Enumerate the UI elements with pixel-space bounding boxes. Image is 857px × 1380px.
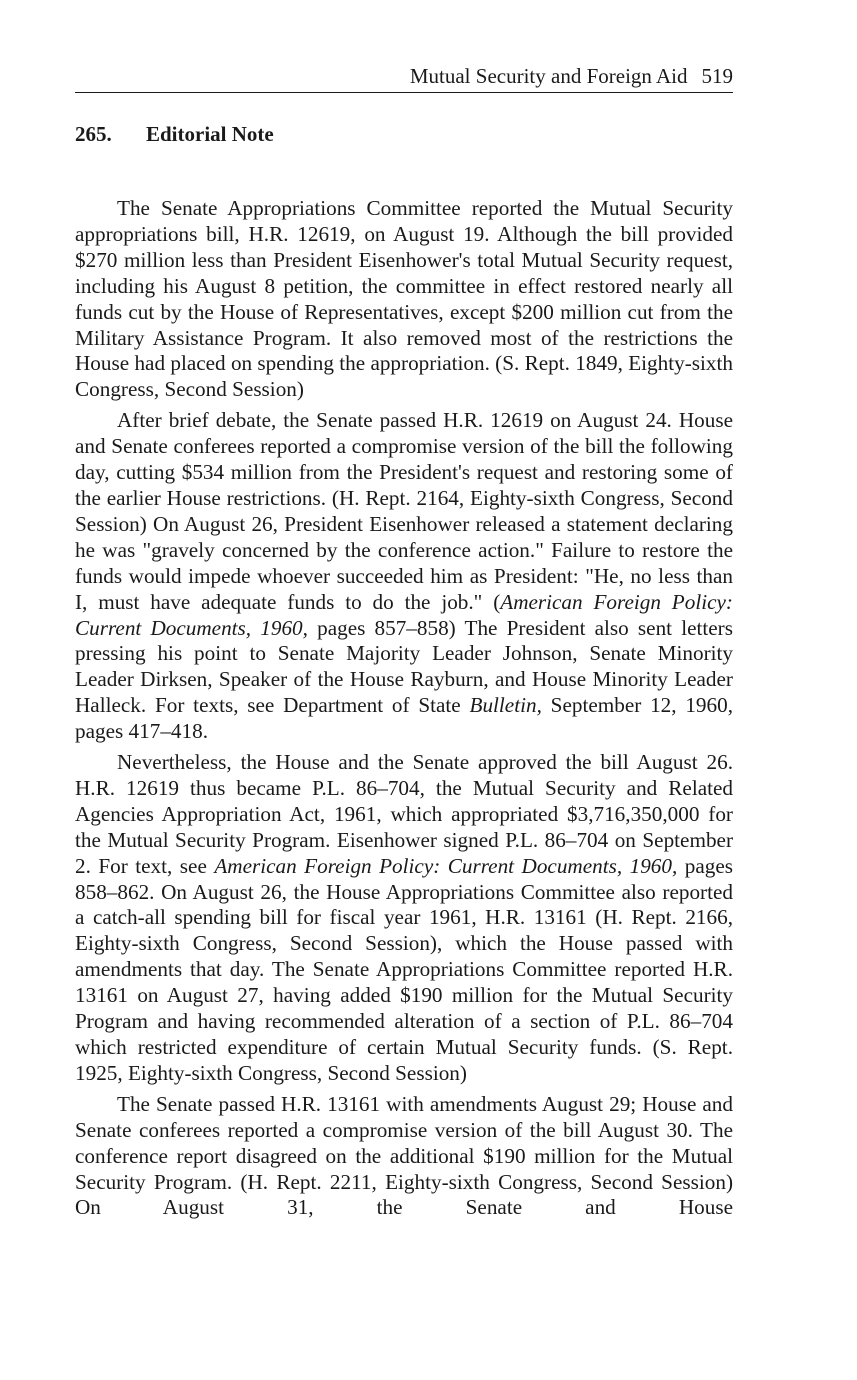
text-run: September 12, 1960, pages 417–418. <box>75 693 734 744</box>
running-head-title: Mutual Security and Foreign Aid <box>409 64 688 88</box>
text-run: The Senate Appropriations Committee reported the Mutual Security appropriations bill, H.R. 12619, on August 19. Although the bill provided $270 million less than President Eisenhower's total Mutual Security request, including his August 8 petition, the committee in effect restored nearly all funds cut by the House of Representatives, except $200 million cut from the Military Assistance Program. It also removed most of the restrictions the House had placed on spending the appropriation. (S. Rept. 1849, Eighty-sixth Congress, Second Session) <box>75 196 733 402</box>
text-run: Nevertheless, the House and the Senate approved the bill August 26. H.R. 12619 thus became P.L. 86–704, the Mutual Security and Related Agencies Appropriation Act, 1961, which appropriated $3,716,350,000 for the Mutual Security Program. Eisenhower signed P.L. 86–704 on September 2. For text, see <box>75 750 733 878</box>
citation-title: American Foreign Policy: Current Documents, 1960, <box>214 853 678 878</box>
running-head <box>75 62 733 93</box>
paragraph <box>75 750 733 1087</box>
paragraph <box>75 196 733 403</box>
section-title: Editorial Note <box>146 122 274 146</box>
editorial-note-body <box>75 196 733 1221</box>
page-number: 519 <box>701 64 733 88</box>
text-run: pages 857–858) The President also sent letters pressing his point to Senate Majority Leader Johnson, Senate Minority Leader Dirksen, Speaker of the House Rayburn, and House Minority Leader Halleck. For texts, see Department of State <box>75 615 733 718</box>
text-run: The Senate passed H.R. 13161 with amendments August 29; House and Senate conferees reported a compromise version of the bill August 30. The conference report disagreed on the additional $190 million for the Mutual Security Program. (H. Rept. 2211, Eighty-sixth Congress, Second Session) On August 31, the Senate and House <box>75 1091 733 1220</box>
paragraph <box>75 408 733 745</box>
section-heading <box>75 120 733 148</box>
text-run: After brief debate, the Senate passed H.R. 12619 on August 24. House and Senate conferees reported a compromise version of the bill the following day, cutting $534 million from the President's request and restoring some of the earlier House restrictions. (H. Rept. 2164, Eighty-sixth Congress, Second Session) On August 26, President Eisenhower released a statement declaring he was "gravely concerned by the conference action." Failure to restore the funds would impede whoever succeeded him as President: "He, no less than I, must have adequate funds to do the job." ( <box>75 408 733 614</box>
paragraph <box>75 1092 733 1222</box>
text-run: pages 858–862. On August 26, the House Appropriations Committee also reported a catch-all spending bill for fiscal year 1961, H.R. 13161 (H. Rept. 2166, Eighty-sixth Congress, Second Session), which the House passed with amendments that day. The Senate Appropriations Committee reported H.R. 13161 on August 27, having added $190 million for the Mutual Security Program and having recommended alteration of a section of P.L. 86–704 which restricted expenditure of certain Mutual Security funds. (S. Rept. 1925, Eighty-sixth Congress, Second Session) <box>75 853 734 1085</box>
document-page <box>75 62 733 1226</box>
citation-title: American Foreign Policy: Current Documents, 1960, <box>75 589 733 640</box>
citation-title: Bulletin, <box>469 693 542 718</box>
section-number: 265. <box>75 122 112 146</box>
